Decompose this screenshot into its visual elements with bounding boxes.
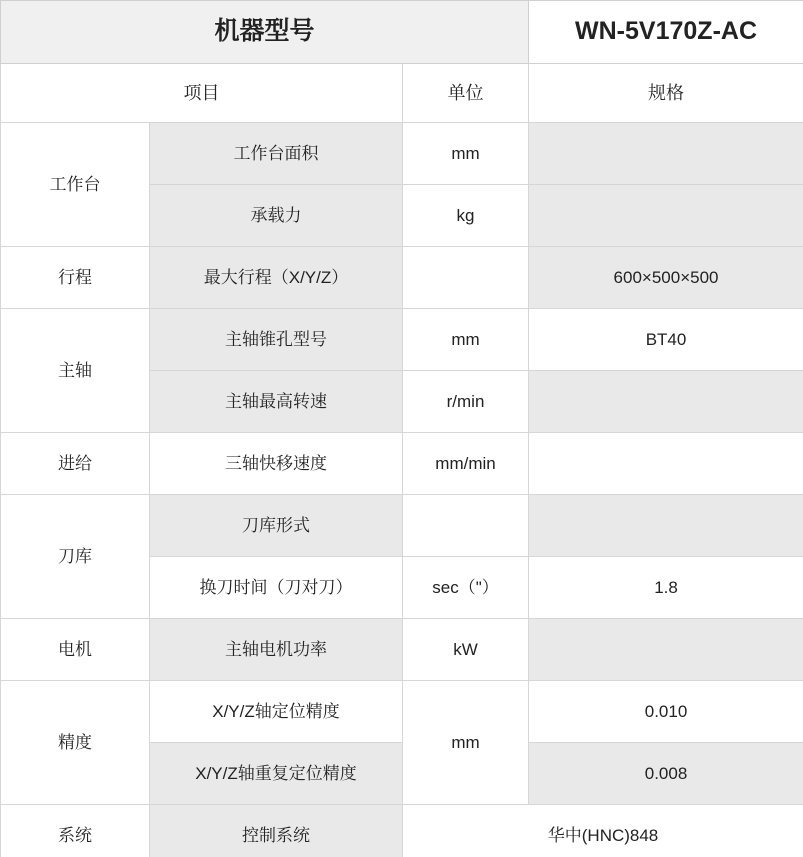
- row-item: 三轴快移速度: [150, 433, 403, 495]
- group-label-accuracy: 精度: [1, 681, 150, 805]
- row-item: X/Y/Z轴定位精度: [150, 681, 403, 743]
- row-spec: [529, 433, 803, 495]
- row-item: 主轴最高转速: [150, 371, 403, 433]
- row-item: 工作台面积: [150, 123, 403, 185]
- table-row: [1, 495, 803, 557]
- row-spec: 0.008: [529, 743, 803, 805]
- row-item: X/Y/Z轴重复定位精度: [150, 743, 403, 805]
- row-item: 控制系统: [150, 805, 403, 857]
- table-row: [1, 309, 803, 371]
- column-header-item: 项目: [1, 64, 403, 123]
- row-unit: [403, 247, 529, 309]
- row-unit: r/min: [403, 371, 529, 433]
- row-unit: [403, 495, 529, 557]
- row-spec: [529, 619, 803, 681]
- group-label-toolmagazine: 刀库: [1, 495, 150, 619]
- table-row: [1, 681, 803, 743]
- row-unit: mm: [403, 123, 529, 185]
- row-item: 主轴电机功率: [150, 619, 403, 681]
- row-spec: 华中(HNC)848: [403, 805, 803, 857]
- table-row: [1, 619, 803, 681]
- group-label-motor: 电机: [1, 619, 150, 681]
- row-item: 主轴锥孔型号: [150, 309, 403, 371]
- row-spec: 600×500×500: [529, 247, 803, 309]
- row-spec: 0.010: [529, 681, 803, 743]
- table-row: [1, 123, 803, 185]
- group-label-spindle: 主轴: [1, 309, 150, 433]
- group-label-worktable: 工作台: [1, 123, 150, 247]
- row-item: 换刀时间（刀对刀）: [150, 557, 403, 619]
- row-spec: [529, 185, 803, 247]
- row-spec: [529, 123, 803, 185]
- table-row: [1, 247, 803, 309]
- header-model: WN-5V170Z-AC: [529, 1, 803, 64]
- row-unit: mm: [403, 681, 529, 805]
- row-item: 刀库形式: [150, 495, 403, 557]
- table-header-row: [1, 1, 803, 64]
- row-item: 承载力: [150, 185, 403, 247]
- table-row: [1, 805, 803, 857]
- row-spec: BT40: [529, 309, 803, 371]
- table-subheader-row: [1, 64, 803, 123]
- column-header-unit: 单位: [403, 64, 529, 123]
- row-unit: kg: [403, 185, 529, 247]
- group-label-system: 系统: [1, 805, 150, 857]
- row-item: 最大行程（X/Y/Z）: [150, 247, 403, 309]
- row-unit: sec（"）: [403, 557, 529, 619]
- row-spec: [529, 495, 803, 557]
- group-label-feed: 进给: [1, 433, 150, 495]
- column-header-spec: 规格: [529, 64, 803, 123]
- row-spec: [529, 371, 803, 433]
- header-title: 机器型号: [1, 1, 529, 64]
- row-spec: 1.8: [529, 557, 803, 619]
- row-unit: kW: [403, 619, 529, 681]
- row-unit: mm: [403, 309, 529, 371]
- group-label-travel: 行程: [1, 247, 150, 309]
- table-row: [1, 433, 803, 495]
- row-unit: mm/min: [403, 433, 529, 495]
